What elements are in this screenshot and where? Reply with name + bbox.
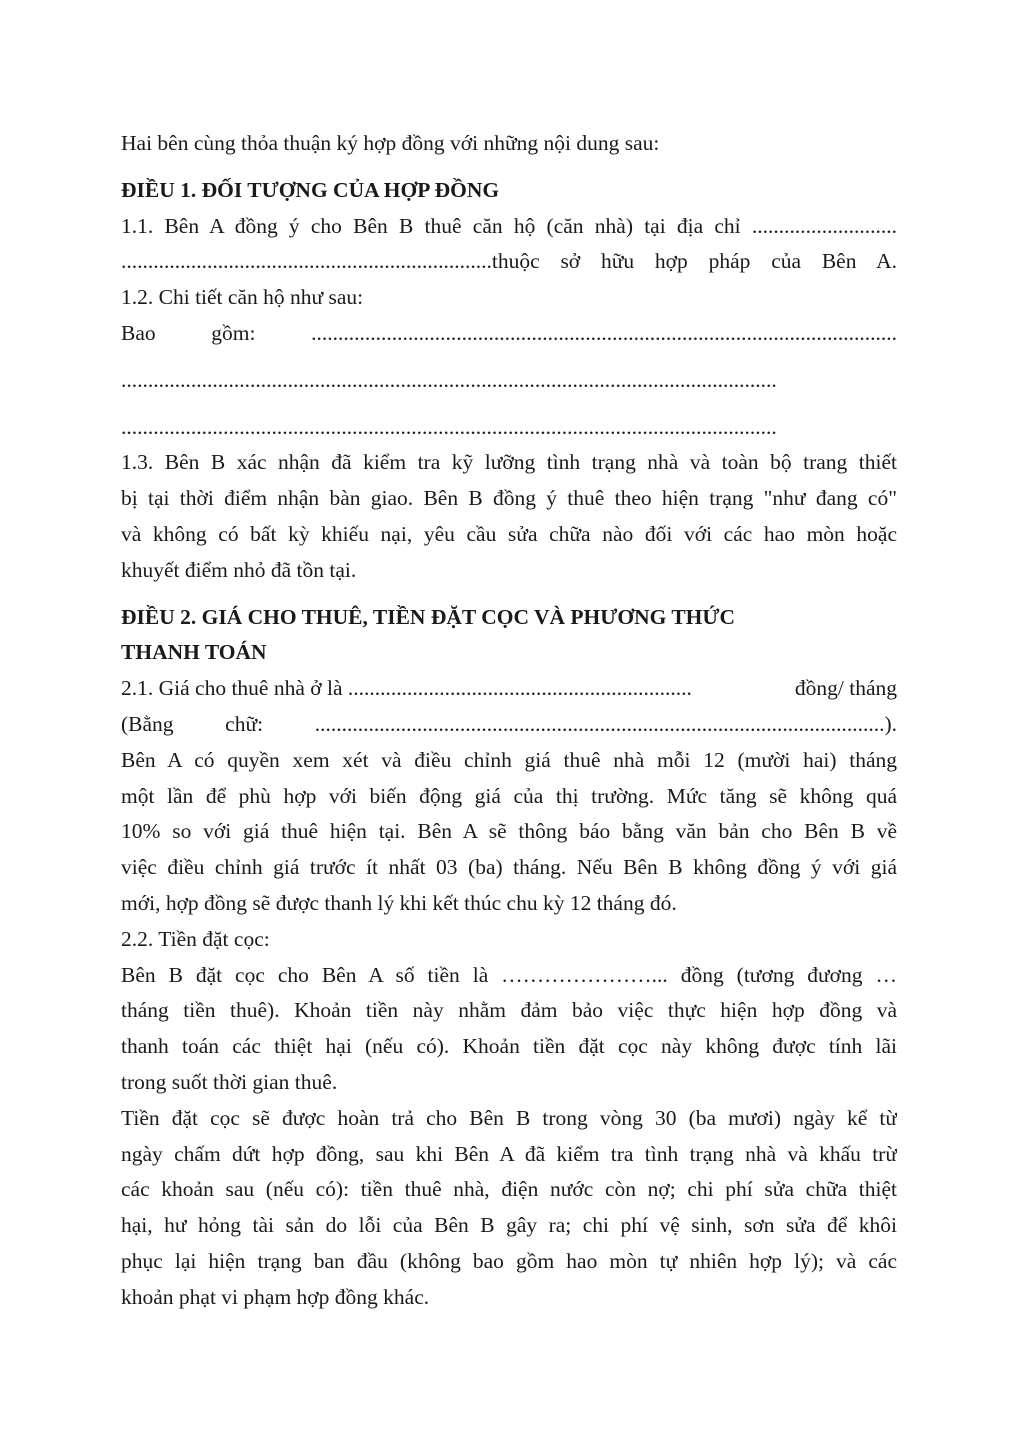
article-2-title-line-1: ĐIỀU 2. GIÁ CHO THUÊ, TIỀN ĐẶT CỌC VÀ PHƯƠNG THỨC — [121, 604, 736, 629]
clause-1-3-line: khuyết điểm nhỏ đã tồn tại. — [121, 557, 357, 582]
includes-line: Bao gồm: ............................................................................................................. — [121, 320, 897, 345]
clause-2-1-unit: đồng/ tháng — [794, 676, 897, 701]
deposit-line: tháng tiền thuê). Khoản tiền này nhằm đảm bảo việc thực hiện hợp đồng và — [121, 998, 897, 1023]
clause-1-1-line-1: 1.1. Bên A đồng ý cho Bên B thuê căn hộ (căn nhà) tại địa chỉ ........................... — [121, 213, 897, 238]
clause-2-1-words: (Bằng chữ: ..........................................................................................................). — [121, 711, 897, 736]
refund-line: khoản phạt vi phạm hợp đồng khác. — [121, 1284, 430, 1309]
clause-2-1-row — [121, 671, 897, 707]
deposit-line: trong suốt thời gian thuê. — [121, 1069, 338, 1094]
refund-line: Tiền đặt cọc sẽ được hoàn trả cho Bên B trong vòng 30 (ba mươi) ngày kể từ — [121, 1105, 897, 1130]
refund-line: phục lại hiện trạng ban đầu (không bao gồm hao mòn tự nhiên hợp lý); và các — [121, 1248, 897, 1273]
clause-2-2: 2.2. Tiền đặt cọc: — [121, 926, 270, 951]
clause-1-3-line: bị tại thời điểm nhận bàn giao. Bên B đồng ý thuê theo hiện trạng "như đang có" — [121, 486, 897, 511]
adjust-line: 10% so với giá thuê hiện tại. Bên A sẽ thông báo bằng văn bản cho Bên B về — [121, 819, 897, 844]
dotted-line: .......................................................................................................................... — [121, 367, 777, 392]
clause-1-3-line: 1.3. Bên B xác nhận đã kiểm tra kỹ lưỡng tình trạng nhà và toàn bộ trang thiết — [121, 450, 897, 475]
refund-line: các khoản sau (nếu có): tiền thuê nhà, điện nước còn nợ; chi phí sửa chữa thiệt — [121, 1177, 897, 1202]
clause-1-3-line: và không có bất kỳ khiếu nại, yêu cầu sửa chữa nào đối với các hao mòn hoặc — [121, 521, 897, 546]
adjust-line: một lần để phù hợp với biến động giá của thị trường. Mức tăng sẽ không quá — [121, 783, 897, 808]
deposit-line: Bên B đặt cọc cho Bên A số tiền là …………………... đồng (tương đương … — [121, 962, 897, 987]
refund-line: hại, hư hỏng tài sản do lỗi của Bên B gây ra; chi phí vệ sinh, sơn sửa để khôi — [121, 1213, 897, 1238]
clause-2-1-price: 2.1. Giá cho thuê nhà ở là ................................................................ — [121, 676, 692, 701]
adjust-line: Bên A có quyền xem xét và điều chỉnh giá thuê nhà mỗi 12 (mười hai) tháng — [121, 747, 897, 772]
deposit-line: thanh toán các thiệt hại (nếu có). Khoản tiền đặt cọc này không được tính lãi — [121, 1034, 897, 1059]
document-page — [121, 126, 897, 1316]
clause-1-1-line-2: .....................................................................thuộc sở hữu hợp pháp của Bên A. — [121, 249, 897, 274]
intro-text: Hai bên cùng thỏa thuận ký hợp đồng với những nội dung sau: — [121, 131, 660, 155]
refund-line: ngày chấm dứt hợp đồng, sau khi Bên A đã kiểm tra tình trạng nhà và khấu trừ — [121, 1141, 897, 1166]
dotted-line: .......................................................................................................................... — [121, 414, 777, 439]
article-2-title-line-2: THANH TOÁN — [121, 640, 267, 665]
adjust-line: mới, hợp đồng sẽ được thanh lý khi kết thúc chu kỳ 12 tháng đó. — [121, 890, 677, 915]
clause-1-2: 1.2. Chi tiết căn hộ như sau: — [121, 285, 364, 310]
article-1-title: ĐIỀU 1. ĐỐI TƯỢNG CỦA HỢP ĐỒNG — [121, 177, 500, 202]
adjust-line: việc điều chỉnh giá trước ít nhất 03 (ba) tháng. Nếu Bên B không đồng ý với giá — [121, 855, 897, 880]
